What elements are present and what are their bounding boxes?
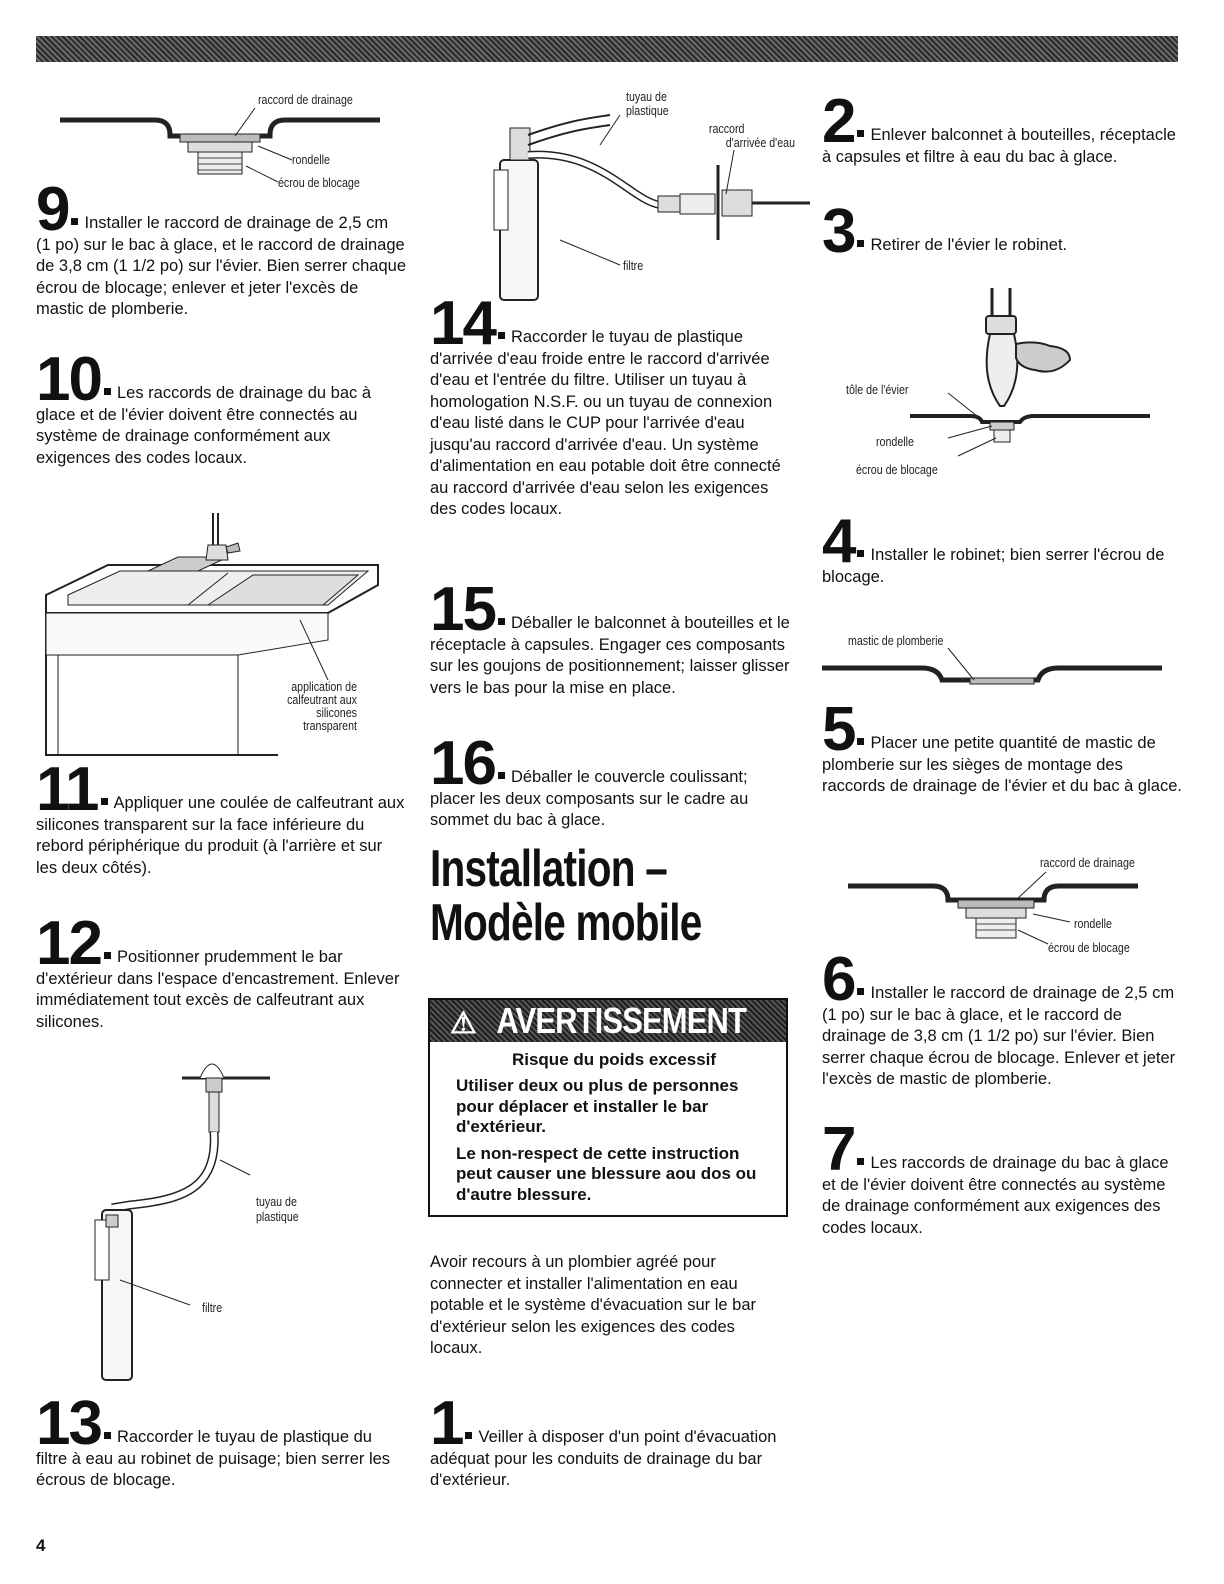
label-mastic: mastic de plomberie bbox=[848, 633, 944, 648]
step-number: 7 bbox=[822, 1115, 855, 1184]
bullet-icon bbox=[857, 130, 864, 137]
step-number: 15 bbox=[430, 575, 495, 644]
label-tuyau-plastique-14: tuyau de plastique bbox=[626, 89, 669, 118]
step-13 bbox=[36, 1389, 406, 1492]
step-10 bbox=[36, 345, 406, 469]
step-text: Raccorder le tuyau de plastique du filtre à eau au robinet de puisage; bien serrer les écrous de blocage. bbox=[36, 1428, 391, 1489]
header-bar bbox=[36, 36, 1178, 62]
mobile-step-6 bbox=[822, 945, 1182, 1091]
step-number: 5 bbox=[822, 695, 855, 764]
step-number: 14 bbox=[430, 289, 495, 358]
step-text: Déballer le balconnet à bouteilles et le réceptacle à capsules. Engager ces composants sur les goujons de positionnement; laisser glisser vers le bas pour la mise en place. bbox=[430, 614, 790, 697]
step-text: Installer le robinet; bien serrer l'écrou de blocage. bbox=[822, 546, 1165, 586]
mobile-step-7 bbox=[822, 1115, 1182, 1239]
step-11 bbox=[36, 755, 406, 879]
step-15 bbox=[430, 575, 790, 699]
label-raccord-arrivee: raccord d'arrivée d'eau bbox=[708, 121, 795, 150]
bullet-icon bbox=[857, 550, 864, 557]
step-text: Enlever balconnet à bouteilles, réceptacle à capsules et filtre à eau du bac à glace. bbox=[822, 126, 1176, 166]
step-number: 13 bbox=[36, 1389, 101, 1458]
step-number: 12 bbox=[36, 909, 101, 978]
step-number: 2 bbox=[822, 87, 855, 156]
warning-paragraph-2: Le non-respect de cette instruction peut causer une blessure aou dos ou d'autre blessure. bbox=[456, 1143, 757, 1204]
drain-fitting-diagram-6 bbox=[848, 870, 1168, 950]
mastic-diagram bbox=[822, 648, 1162, 698]
step-text: Installer le raccord de drainage de 2,5 cm (1 po) sur le bac à glace, et le raccord de drainage de 3,8 cm (1 1/2 po) sur l'évier. Bien serrer chaque écrou de blocage; enlever et jeter l'excès de mastic de plomberie. bbox=[36, 214, 407, 318]
step-text: Déballer le couvercle coulissant; placer les deux composants sur le cadre au sommet du bac à glace. bbox=[430, 768, 749, 829]
label-raccord-drainage-6: raccord de drainage bbox=[1040, 855, 1135, 870]
warning-title: AVERTISSEMENT bbox=[496, 1000, 746, 1041]
label-filtre-14: filtre bbox=[623, 258, 644, 273]
step-text: Retirer de l'évier le robinet. bbox=[870, 236, 1068, 254]
step-number: 4 bbox=[822, 507, 855, 576]
step-12 bbox=[36, 909, 406, 1033]
label-rondelle: rondelle bbox=[292, 152, 330, 167]
step-text: Placer une petite quantité de mastic de plomberie sur les sièges de montage des raccords de drainage de l'évier et du bac à glace. bbox=[822, 734, 1182, 795]
step-text: Appliquer une coulée de calfeutrant aux silicones transparent sur la face inférieure du rebord périphérique du produit (à l'arrière et sur les deux côtés). bbox=[36, 794, 405, 877]
bullet-icon bbox=[465, 1432, 472, 1439]
bullet-icon bbox=[498, 772, 505, 779]
step-text: Les raccords de drainage du bac à glace et de l'évier doivent être connectés au système de drainage conformément aux exigences des codes locaux. bbox=[36, 384, 372, 467]
bullet-icon bbox=[857, 240, 864, 247]
bullet-icon bbox=[857, 988, 864, 995]
step-text: Raccorder le tuyau de plastique d'arrivée d'eau froide entre le raccord d'arrivée d'eau et l'entrée du filtre. Utiliser un tuyau à homologation N.S.F. ou un tuyau de connexion d'eau listé dans le CUP pour l'arrivée d'eau jusqu'au raccord d'arrivée d'eau. Un système d'alimentation en eau potable doit être connecté au raccord d'arrivée d'eau selon les exigences des codes locaux. bbox=[430, 328, 781, 518]
mobile-step-5 bbox=[822, 695, 1182, 798]
plumber-note: Avoir recours à un plombier agréé pour connecter et installer l'alimentation en eau potable et le système d'évacuation sur le bar d'extérieur selon les exigences des codes locaux. bbox=[430, 1253, 757, 1357]
step-number: 11 bbox=[36, 755, 98, 824]
step-number: 10 bbox=[36, 345, 101, 414]
warning-subtitle: Risque du poids excessif bbox=[511, 1050, 717, 1069]
step-9 bbox=[36, 175, 407, 321]
step-text: Installer le raccord de drainage de 2,5 cm (1 po) sur le bac à glace, et le raccord de drainage de 3,8 cm (1 1/2 po) sur l'évier. Bien serrer chaque écrou de blocage. Enlever et jeter l'excès de mastic de plomberie. bbox=[822, 984, 1176, 1088]
mobile-step-2 bbox=[822, 87, 1182, 168]
page-number: 4 bbox=[36, 1536, 46, 1555]
bullet-icon bbox=[104, 388, 111, 395]
warning-body bbox=[430, 1042, 786, 1215]
mobile-step-1 bbox=[430, 1389, 785, 1492]
label-rondelle-6: rondelle bbox=[1074, 916, 1112, 931]
label-ecrou-faucet: écrou de blocage bbox=[856, 462, 938, 477]
mobile-step-3 bbox=[822, 197, 1182, 266]
bullet-icon bbox=[101, 798, 108, 805]
step-16 bbox=[430, 729, 790, 832]
label-ecrou-blocage: écrou de blocage bbox=[278, 175, 360, 190]
bullet-icon bbox=[498, 332, 505, 339]
section-heading: Installation – Modèle mobile bbox=[430, 840, 702, 952]
bullet-icon bbox=[857, 1158, 864, 1165]
step-14 bbox=[430, 289, 790, 521]
label-raccord-drainage: raccord de drainage bbox=[258, 92, 353, 107]
step-text: Positionner prudemment le bar d'extérieur dans l'espace d'encastrement. Enlever immédiatement tout excès de calfeutrant aux silicones. bbox=[36, 948, 400, 1031]
warning-triangle-icon: ⚠ bbox=[449, 1007, 476, 1040]
warning-paragraph-1: Utiliser deux ou plus de personnes pour déplacer et installer le bar d'extérieur. bbox=[456, 1076, 739, 1136]
step-number: 1 bbox=[430, 1389, 463, 1458]
warning-header bbox=[430, 1000, 786, 1042]
bullet-icon bbox=[498, 618, 505, 625]
warning-box bbox=[428, 998, 788, 1217]
label-ecrou-6: écrou de blocage bbox=[1048, 940, 1130, 955]
label-rondelle-faucet: rondelle bbox=[876, 434, 914, 449]
label-filtre: filtre bbox=[202, 1300, 223, 1315]
mobile-step-4 bbox=[822, 507, 1182, 588]
step-number: 16 bbox=[430, 729, 495, 798]
step-number: 3 bbox=[822, 197, 855, 266]
bullet-icon bbox=[857, 738, 864, 745]
step-number: 9 bbox=[36, 175, 69, 244]
faucet-diagram bbox=[920, 288, 1150, 458]
step-text: Veiller à disposer d'un point d'évacuation adéquat pour les conduits de drainage du bar d'extérieur. bbox=[430, 1428, 777, 1489]
label-tole-evier: tôle de l'évier bbox=[846, 382, 909, 397]
label-tuyau-plastique: tuyau de plastique bbox=[256, 1194, 299, 1224]
bullet-icon bbox=[71, 218, 78, 225]
step-number: 6 bbox=[822, 945, 855, 1014]
label-application: application de calfeutrant aux silicones transparent bbox=[287, 679, 357, 733]
bullet-icon bbox=[104, 952, 111, 959]
bullet-icon bbox=[104, 1432, 111, 1439]
step-text: Les raccords de drainage du bac à glace et de l'évier doivent être connectés au système de drainage conformément aux exigences des codes locaux. bbox=[822, 1154, 1169, 1237]
